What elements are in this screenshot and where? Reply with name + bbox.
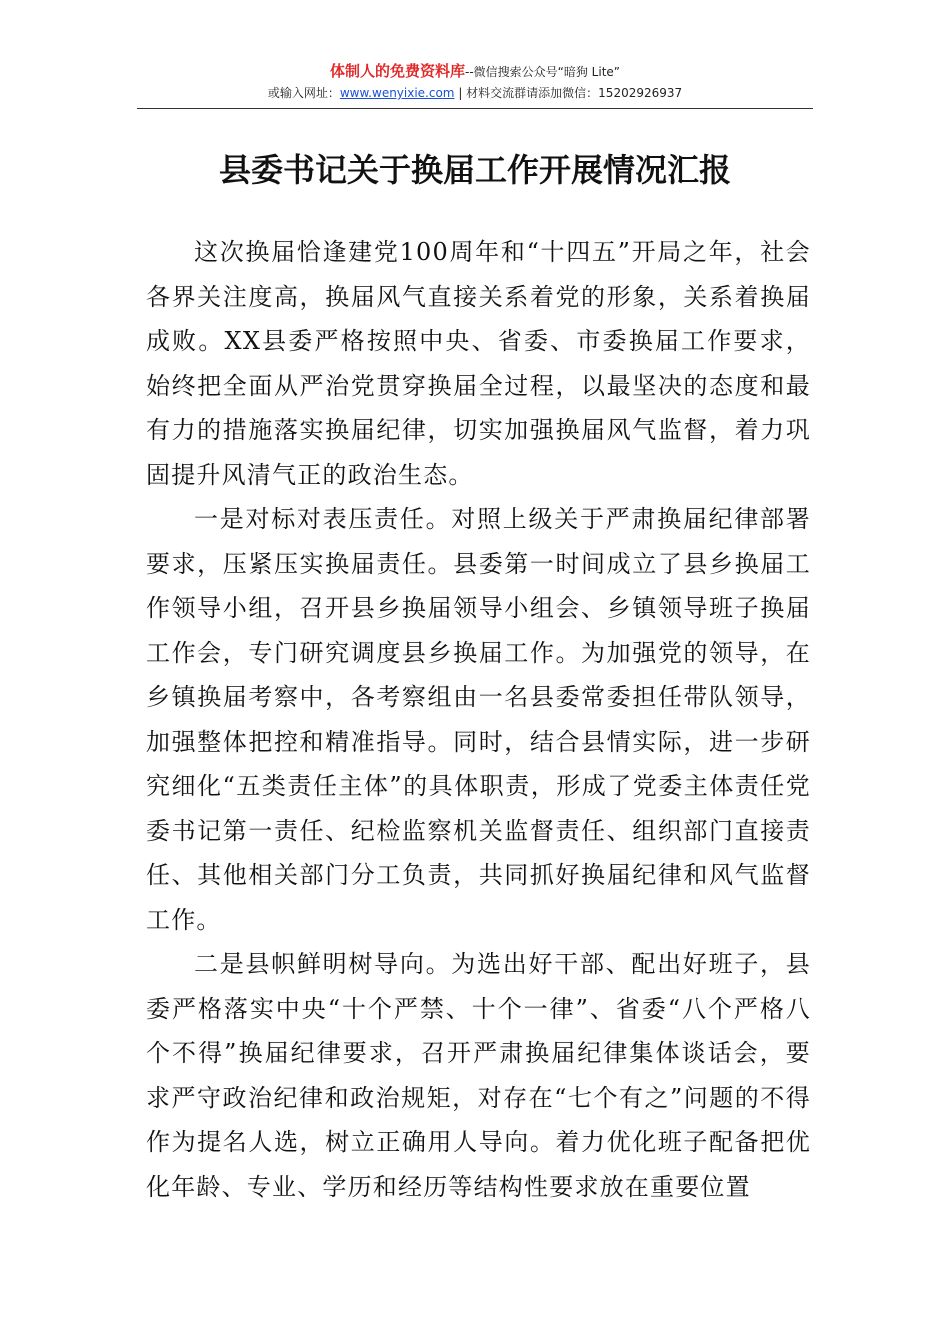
paragraph-section-2: 二是县帜鲜明树导向。为选出好干部、配出好班子，县委严格落实中央“十个严禁、十个一律”、省委“八个严格八个不得”换届纪律要求，召开严肃换届纪律集体谈话会，要求严守政治纪律和政治规矩，对存在“七个有之”问题的不得作为提名人选，树立正确用人导向。着力优化班子配备把优化年龄、专业、学历和经历等结构性要求放在重要位置 [146,950,811,1201]
paragraph-intro: 这次换届恰逢建党100周年和“十四五”开局之年，社会各界关注度高，换届风气直接关系着党的形象，关系着换届成败。XX县委严格按照中央、省委、市委换届工作要求，始终把全面从严治党贯穿换届全过程，以最坚决的态度和最有力的措施落实换届纪律，切实加强换届风气监督，着力巩固提升风清气正的政治生态。 [146,238,811,489]
header-contact: | 材料交流群请添加微信：15202926937 [454,86,683,100]
website-link[interactable]: www.wenyixie.com [339,86,455,100]
header-url-label: 或输入网址： [267,86,340,100]
document-title: 县委书记关于换届工作开展情况汇报 [218,151,731,189]
paragraph-section-1: 一是对标对表压责任。对照上级关于严肃换届纪律部署要求，压紧压实换届责任。县委第一时间成立了县乡换届工作领导小组，召开县乡换届领导小组会、乡镇领导班子换届工作会，专门研究调度县乡换届工作。为加强党的领导，在乡镇换届考察中，各考察组由一名县委常委担任带队领导，加强整体把控和精准指导。同时，结合县情实际，进一步研究细化“五类责任主体”的具体职责，形成了党委主体责任党委书记第一责任、纪检监察机关监督责任、组织部门直接责任、其他相关部门分工负责，共同抓好换届纪律和风气监督工作。 [146,505,811,934]
document-body [146,230,811,1209]
header-subtitle: --微信搜索公众号“暗狗 Lite” [464,65,621,79]
header-line-1 [137,62,813,82]
header-brand: 体制人的免费资料库 [329,62,465,80]
header-line-2 [137,84,813,102]
page-header [137,62,813,102]
header-divider [137,108,813,109]
